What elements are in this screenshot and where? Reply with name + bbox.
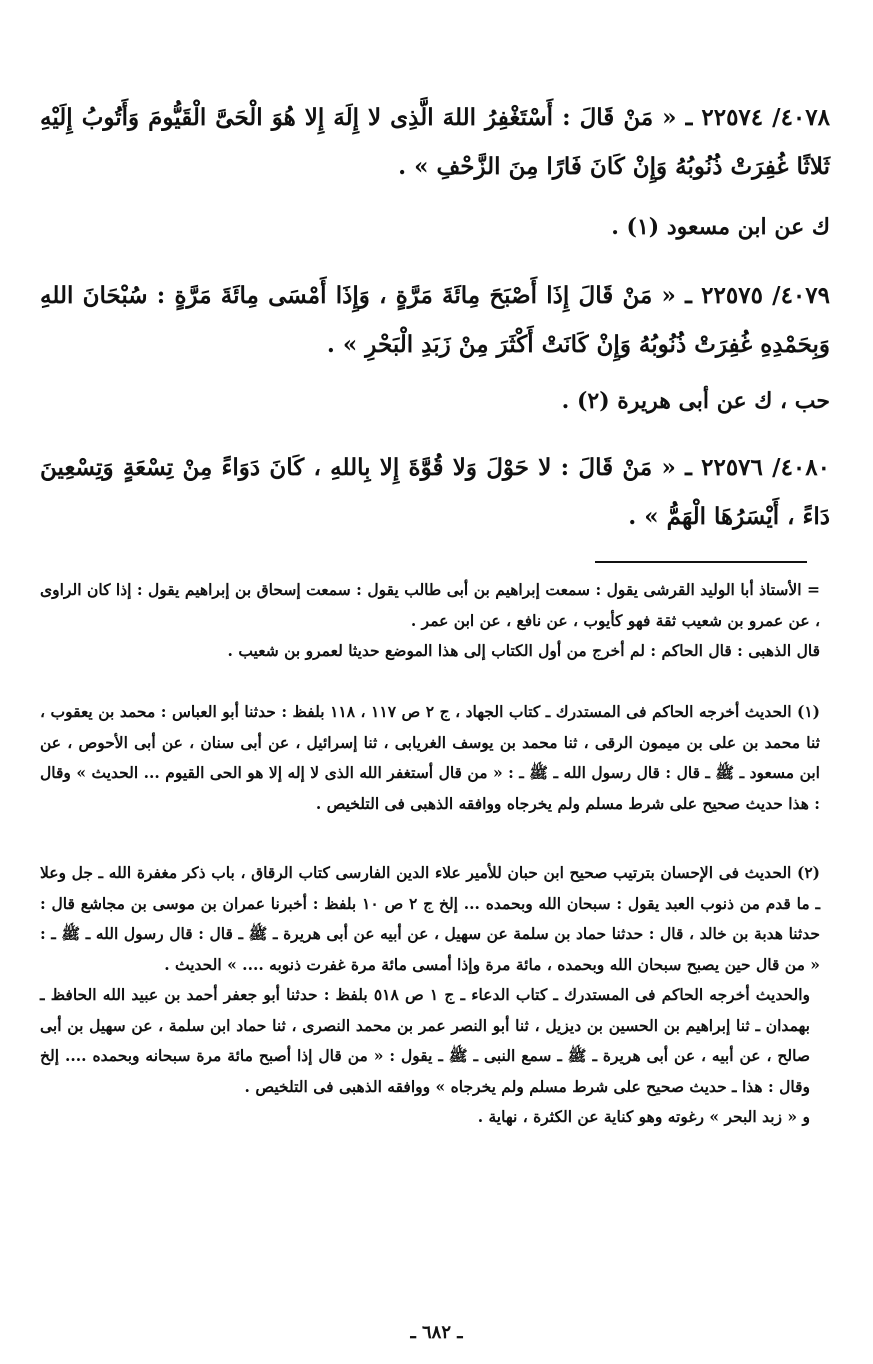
hadith-text: ـ « مَنْ قَالَ : أَسْتَغْفِرُ اللهَ الَّذِى لا إِلَهَ إِلا هُوَ الْحَىَّ الْقَيُّومَ وَأَتُوبُ إِلَيْهِ ثَلاثًا غُفِرَتْ ذُنُوبُهُ وَإِنْ كَانَ فَارًا مِنَ الزَّحْفِ » . [40,104,830,180]
footnote-paragraph: = الأستاذ أبا الوليد القرشى يقول : سمعت إبراهيم بن أبى طالب يقول : سمعت إسحاق بن إبراهيم يقول : إذا كان الراوى ، عن عمرو بن شعيب ثقة فهو كأيوب ، عن نافع ، عن ابن عمر . [40,580,820,630]
footnote-paragraph: قال الذهبى : قال الحاكم : لم أخرج من أول الكتاب إلى هذا الموضع حديثا لعمرو بن شعيب . [227,641,820,660]
hadith-number: ٤٠٧٨/ ٢٢٥٧٤ [701,104,830,131]
hadith-number: ٤٠٨٠/ ٢٢٥٧٦ [701,454,830,481]
hadith-text: ـ « مَنْ قَالَ : لا حَوْلَ وَلا قُوَّةَ إِلا بِاللهِ ، كَانَ دَوَاءً مِنْ تِسْعَةٍ وَتِسْعِينَ دَاءً ، أَيْسَرُهَا الْهَمُّ » . [40,454,830,530]
hadith-source-4079: حب ، ك عن أبى هريرة (٢) . [561,388,830,414]
footnote-paragraph: والحديث أخرجه الحاكم فى المستدرك ـ كتاب الدعاء ـ ج ١ ص ٥١٨ بلفظ : حدثنا أبو جعفر أحمد بن عبيد الله الحافظ ـ بهمدان ـ ثنا إبراهيم بن الحسين بن ديزيل ، ثنا أبو النصر عمر بن محمد النصرى ، ثنا حماد ابن سلمة ، عن سهيل بن أبى صالح ، عن أبيه ، عن أبى هريرة ـ ﷺ ـ سمع النبى ـ ﷺ ـ يقول : « من قال إذا أصبح مائة مرة سبحانه وبحمده .... إلخ وقال : هذا ـ حديث صحيح على شرط مسلم ولم يخرجاه » ووافقه الذهبى فى التلخيص . [40,985,810,1096]
footnote-2 [40,858,820,1133]
hadith-number: ٤٠٧٩/ ٢٢٥٧٥ [701,282,830,309]
footnote-paragraph: و « زبد البحر » رغوته وهو كناية عن الكثرة ، نهاية . [477,1107,810,1126]
hadith-entry-4078 [40,93,830,191]
hadith-text: ـ « مَنْ قَالَ إِذَا أَصْبَحَ مِائَةَ مَرَّةٍ ، وَإِذَا أَمْسَى مِائَةَ مَرَّةٍ : سُبْحَانَ اللهِ وَبِحَمْدِهِ غُفِرَتْ ذُنُوبُهُ وَإِنْ كَانَتْ أَكْثَرَ مِنْ زَبَدِ الْبَحْرِ » . [40,282,830,358]
footnote-paragraph: (٢) الحديث فى الإحسان بترتيب صحيح ابن حبان للأمير علاء الدين الفارسى كتاب الرقاق ، باب ذكر مغفرة الله ـ جل وعلا ـ ما قدم من ذنوب العبد يقول : سبحان الله وبحمده ... إلخ ج ٢ ص ١٠ بلفظ : أخبرنا عمران بن موسى بن مجاشع قال : حدثنا هدبة بن خالد ، قال : حدثنا حماد بن سلمة عن سهيل ، عن أبيه عن أبى هريرة ـ ﷺ ـ قال : قال رسول الله ـ ﷺ ـ : « من قال حين يصبح سبحان الله وبحمده ، مائة مرة وإذا أمسى مائة مرة غفرت ذنوبه .... » الحديث . [40,863,820,974]
hadith-source-4078: ك عن ابن مسعود (١) . [611,214,830,240]
hadith-entry-4080 [40,443,830,541]
footnote-1 [40,697,820,819]
hadith-entry-4079 [40,271,830,369]
footnote-continuation [40,575,820,667]
page-number: ـ ٦٨٢ ـ [410,1322,463,1343]
footnote-paragraph: (١) الحديث أخرجه الحاكم فى المستدرك ـ كتاب الجهاد ، ج ٢ ص ١١٧ ، ١١٨ بلفظ : حدثنا أبو العباس : محمد بن يعقوب ، ثنا محمد بن على بن ميمون الرقى ، ثنا محمد بن يوسف الغريابى ، ثنا إسرائيل ، عن أبى سنان ، عن أبى الأحوص ، عن ابن مسعود ـ ﷺ ـ قال : قال رسول الله ـ ﷺ ـ : « من قال أستغفر الله الذى لا إله إلا هو الحى القيوم ... الحديث » وقال : هذا حديث صحيح على شرط مسلم ولم يخرجاه ووافقه الذهبى فى التلخيص . [40,702,820,813]
footnote-divider [595,561,807,563]
